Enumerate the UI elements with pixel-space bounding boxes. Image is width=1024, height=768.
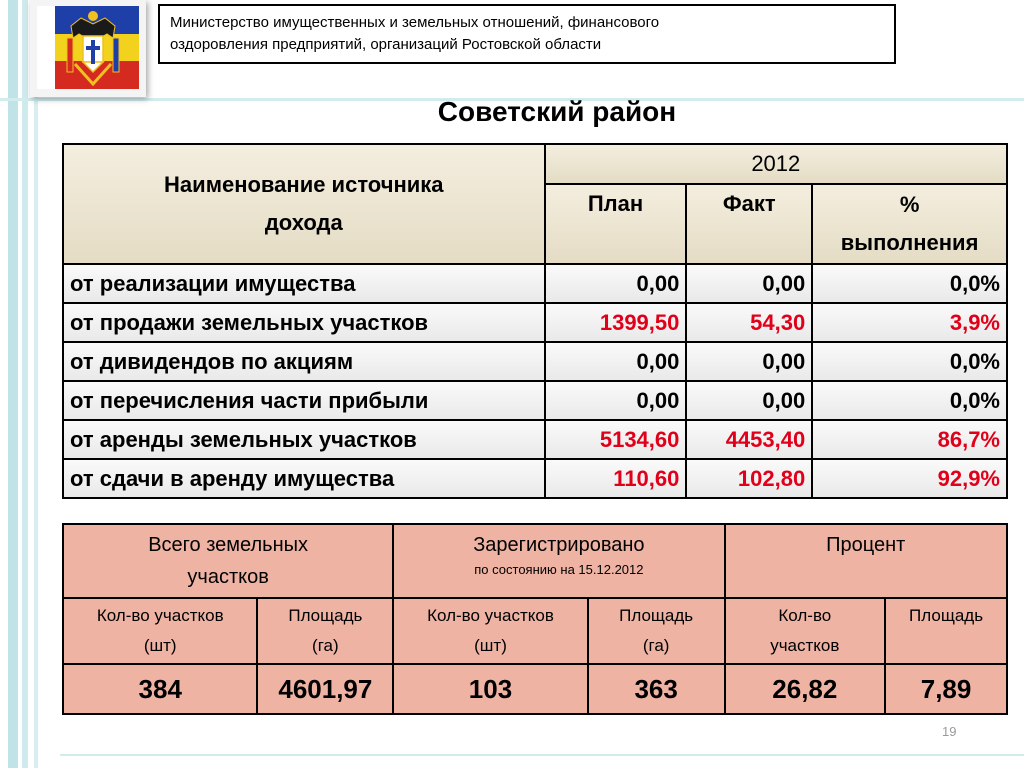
ministry-line-2: оздоровления предприятий, организаций Ростовской области [170,36,602,53]
row-plan: 5134,60 [545,420,687,459]
row-name: от сдачи в аренду имущества [63,459,545,498]
ministry-header [158,4,896,64]
ministry-line-1: Министерство имущественных и земельных отношений, финансового [170,14,660,31]
coat-of-arms-icon [63,8,123,88]
value-registered-count: 103 [393,664,588,714]
row-name: от реализации имущества [63,264,545,303]
row-plan: 0,00 [545,381,687,420]
value-total-count: 384 [63,664,257,714]
row-fact: 102,80 [686,459,812,498]
row-name: от перечисления части прибыли [63,381,545,420]
row-plan: 0,00 [545,342,687,381]
row-pct: 92,9% [812,459,1007,498]
table-row [63,664,1007,714]
income-table [62,143,1008,499]
value-total-area: 4601,97 [257,664,393,714]
group-header-registered: Зарегистрировано по состоянию на 15.12.2012 [393,524,724,598]
value-percent-area: 7,89 [885,664,1007,714]
table-row [63,420,1007,459]
group-header-percent: Процент [725,524,1007,598]
table-row [63,459,1007,498]
page-number: 19 [942,724,957,739]
group-header-total: Всего земельных участков [63,524,393,598]
sub-header-area: Площадь (га) [257,598,393,664]
page-title: Советский район [437,96,677,127]
row-plan: 1399,50 [545,303,687,342]
col-header-plan: План [545,184,687,264]
row-fact: 0,00 [686,342,812,381]
row-pct: 86,7% [812,420,1007,459]
value-registered-area: 363 [588,664,725,714]
col-header-pct: % выполнения [812,184,1007,264]
row-plan: 110,60 [545,459,687,498]
region-flag-logo [30,0,146,97]
sub-header-area: Площадь [885,598,1007,664]
col-header-name: Наименование источника дохода [63,144,545,264]
table-row [63,381,1007,420]
row-pct: 0,0% [812,342,1007,381]
row-pct: 0,0% [812,381,1007,420]
row-pct: 0,0% [812,264,1007,303]
row-name: от дивидендов по акциям [63,342,545,381]
land-table [62,523,1008,715]
row-name: от аренды земельных участков [63,420,545,459]
sub-header-count: Кол-во участков (шт) [393,598,588,664]
row-fact: 0,00 [686,264,812,303]
table-row [63,303,1007,342]
flag-image [37,6,139,89]
table-row [63,264,1007,303]
row-plan: 0,00 [545,264,687,303]
row-name: от продажи земельных участков [63,303,545,342]
col-header-fact: Факт [686,184,812,264]
row-pct: 3,9% [812,303,1007,342]
value-percent-count: 26,82 [725,664,886,714]
footer-divider [60,754,1024,756]
table-row [63,342,1007,381]
sub-header-area: Площадь (га) [588,598,725,664]
row-fact: 4453,40 [686,420,812,459]
sub-header-count: Кол-во участков [725,598,886,664]
sub-header-count: Кол-во участков (шт) [63,598,257,664]
col-header-year: 2012 [545,144,1007,184]
row-fact: 54,30 [686,303,812,342]
row-fact: 0,00 [686,381,812,420]
